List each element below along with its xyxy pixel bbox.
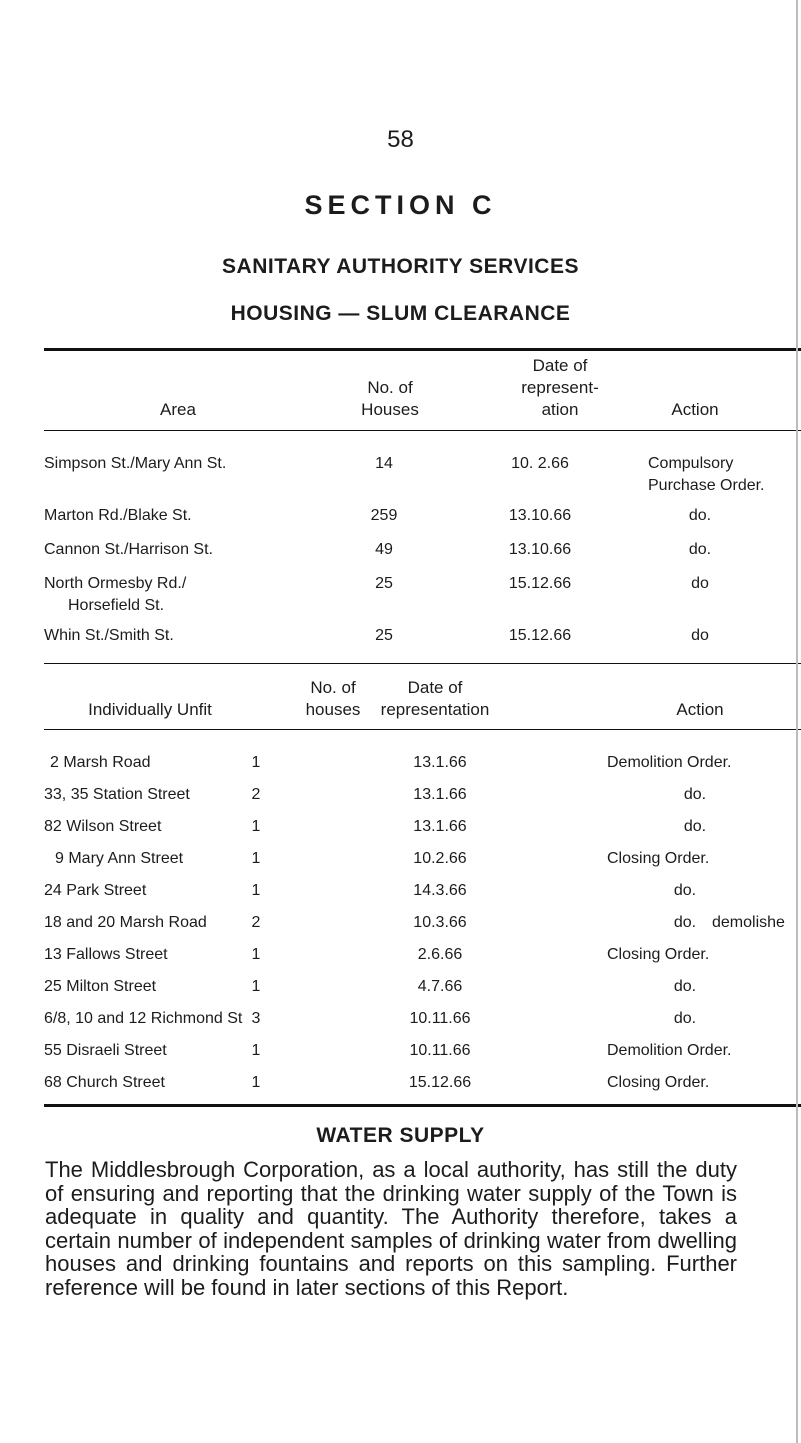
header-date-of-representation-2: Date of representation [380, 678, 490, 719]
header-no-of-houses-2: No. of houses [305, 678, 361, 719]
table1-header-rule [44, 430, 801, 431]
table2-top-rule [44, 663, 801, 664]
page-number: 58 [387, 126, 414, 153]
table2-bottom-rule [44, 1104, 801, 1107]
subtitle-housing: HOUSING — SLUM CLEARANCE [230, 302, 571, 325]
table1-top-rule [44, 348, 801, 351]
header-no-of-houses: No. of Houses [361, 378, 419, 419]
section-title: SECTION C [304, 190, 497, 220]
table2-header-rule [44, 729, 801, 730]
page-edge-shadow [796, 0, 798, 1443]
subtitle-sanitary: SANITARY AUTHORITY SERVICES [222, 255, 579, 278]
header-individually-unfit: Individually Unfit [88, 700, 212, 719]
header-area: Area [160, 400, 196, 419]
header-action-2: Action [676, 700, 724, 719]
water-supply-title: WATER SUPPLY [316, 1124, 485, 1147]
header-date-of-representation: Date of represent- ation [521, 356, 599, 419]
water-supply-paragraph: The Middlesbrough Corporation, as a local authority, has still the duty of ensuring and reporting that the drinking water supply of the Town is adequate in quality and quantity. The Authority therefore, takes a certain number of independent samples of drinking water from dwelling houses and drinking fountains and reports on this sampling. Further reference will be found in later sections of this Report. [45, 1157, 737, 1300]
header-action: Action [671, 400, 719, 419]
